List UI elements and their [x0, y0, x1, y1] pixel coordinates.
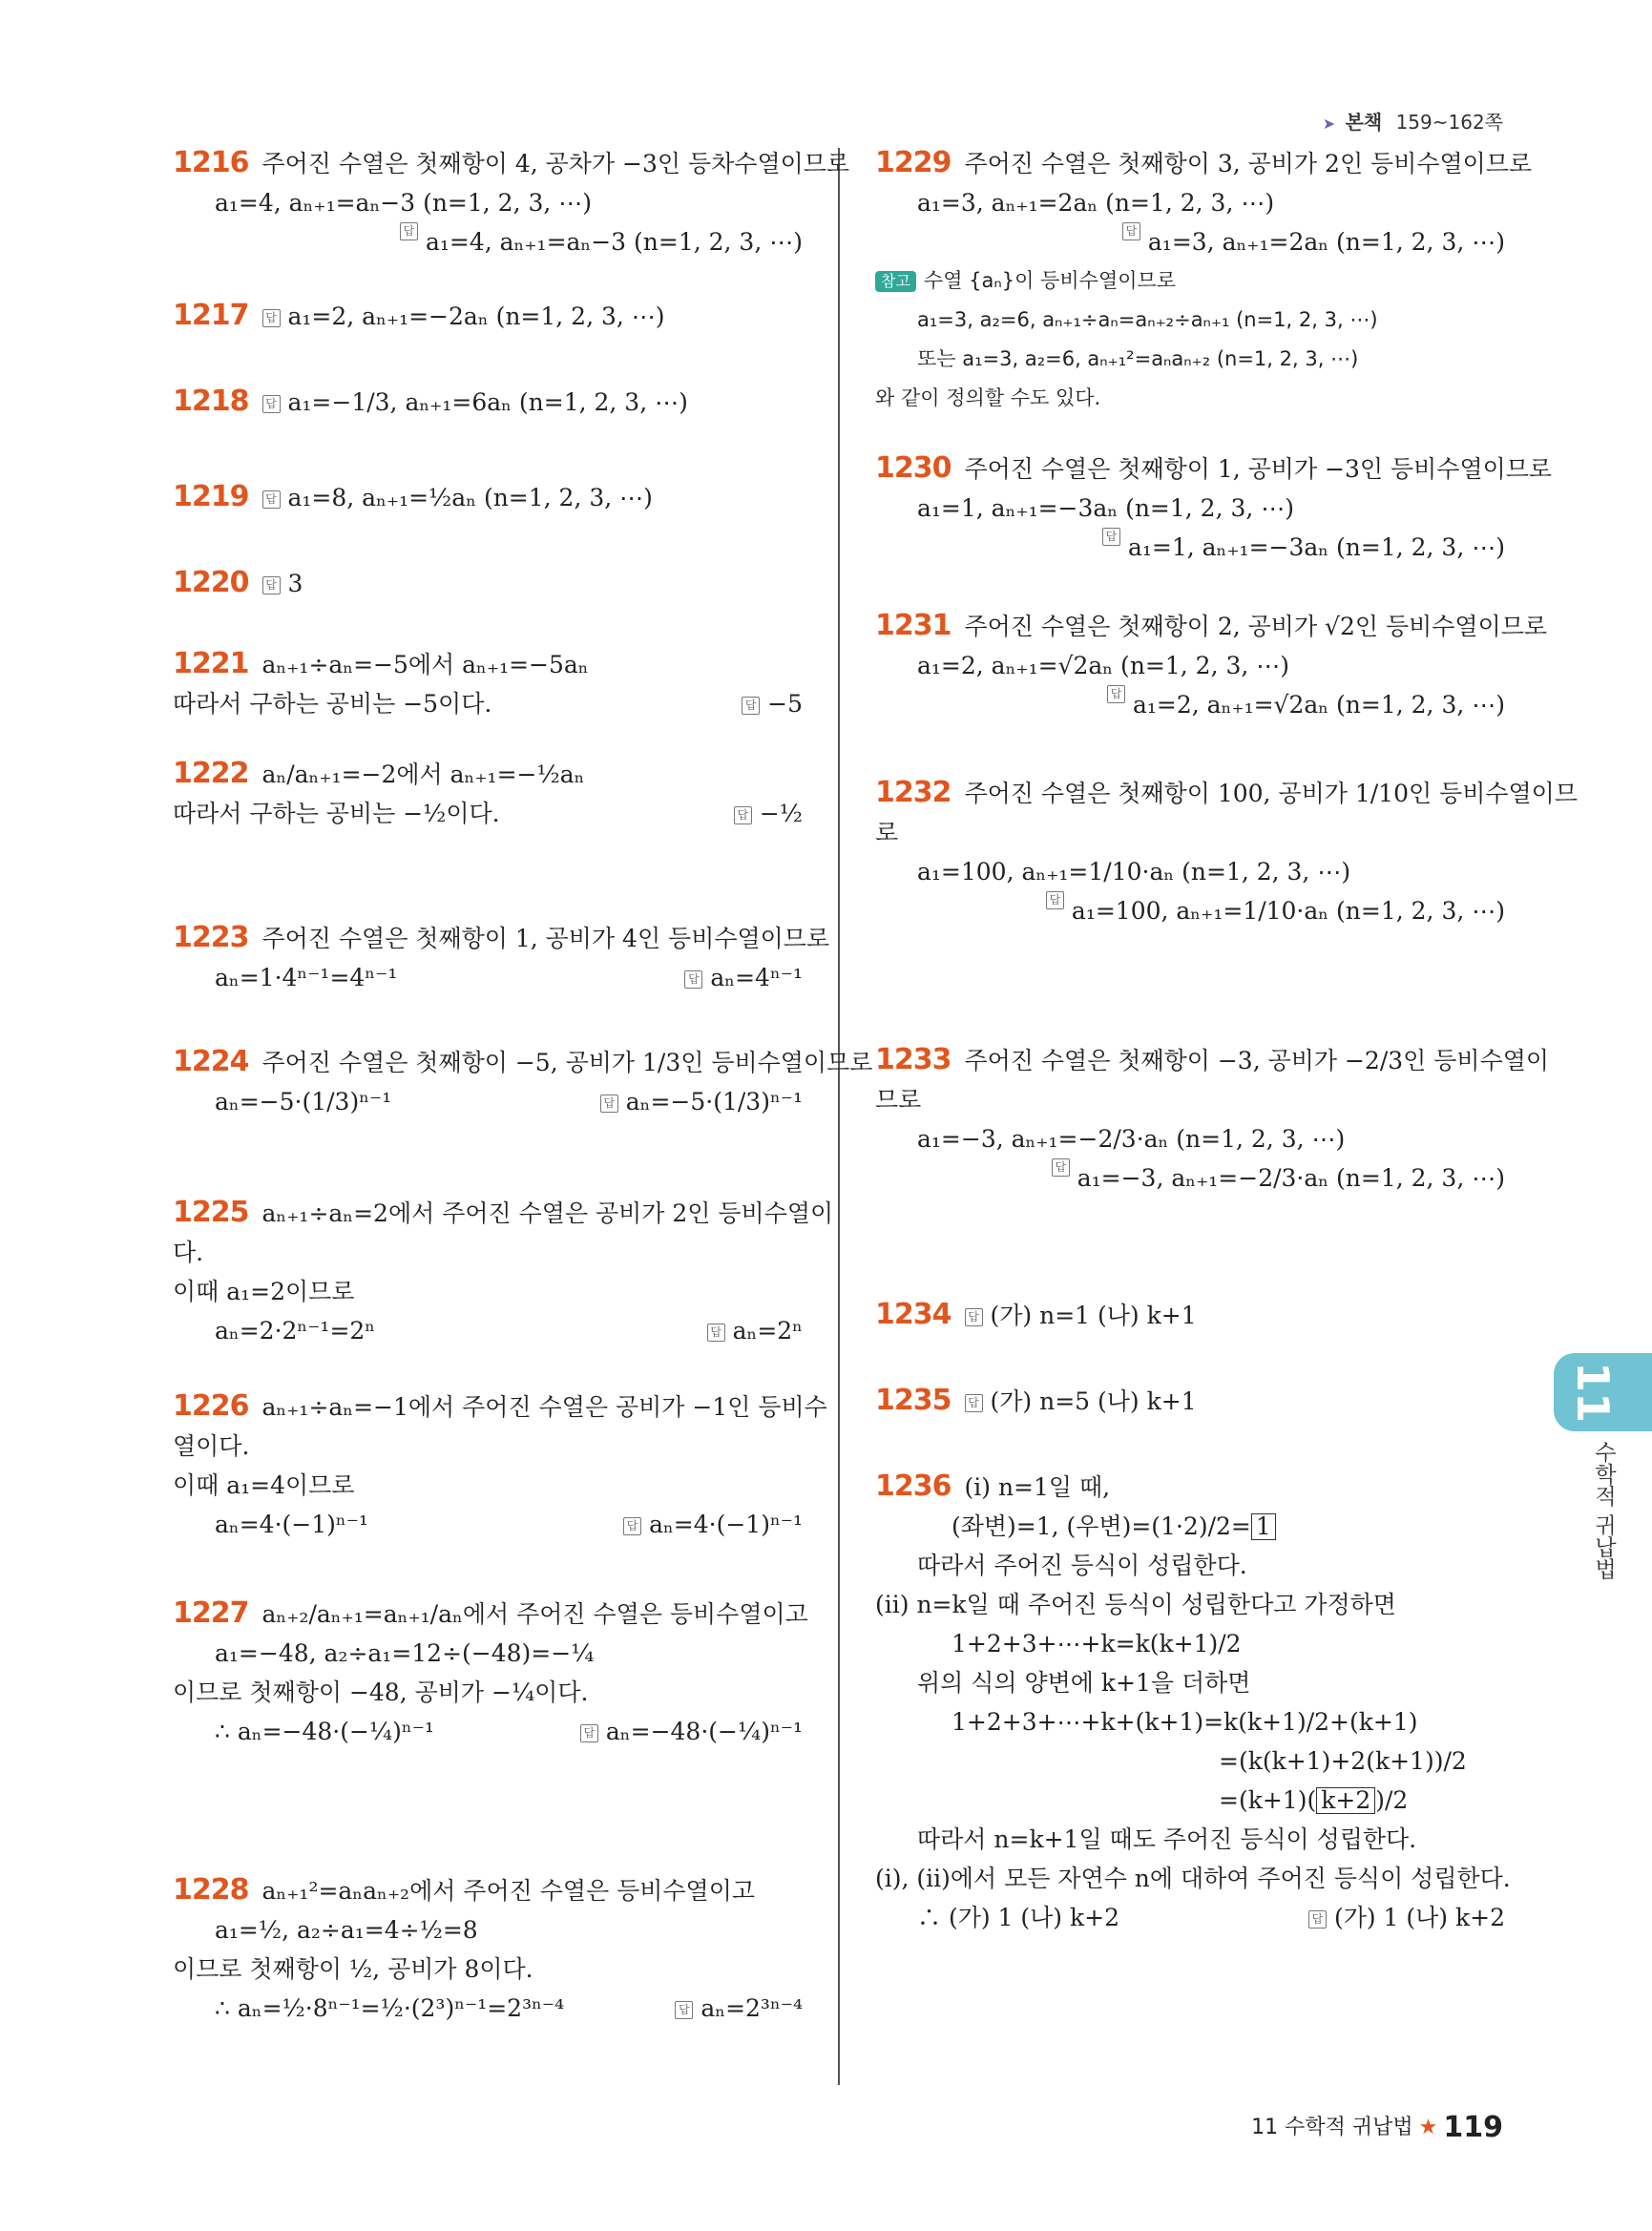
problem-1226: [173, 1387, 827, 1544]
problem-number: 1224: [173, 1045, 249, 1078]
answer-text: aₙ=−5·(1/3)ⁿ⁻¹: [625, 1088, 803, 1116]
problem-number: 1216: [173, 146, 249, 179]
problem-number: 1229: [875, 146, 951, 179]
solution-line: [173, 1082, 803, 1121]
solution-line: [875, 646, 1505, 685]
solution-text: aₙ₊₁÷aₙ=−1에서 주어진 수열은 공비가 −1인 등비수: [261, 1393, 827, 1421]
answer-line: [875, 528, 1505, 567]
solution-line: [173, 958, 803, 997]
answer-line: [875, 1158, 1505, 1198]
problem-number: 1235: [875, 1384, 951, 1417]
problem-number: 1226: [173, 1389, 249, 1423]
answer-text: a₁=100, aₙ₊₁=1/10·aₙ (n=1, 2, 3, ⋯): [1071, 897, 1505, 925]
solution-line: [173, 382, 803, 422]
solution-line: [173, 1272, 803, 1311]
solution-text: ∴ aₙ=−48·(−¼)ⁿ⁻¹: [215, 1718, 434, 1745]
answer-text: aₙ=4·(−1)ⁿ⁻¹: [649, 1511, 803, 1538]
solution-text: 위의 식의 양변에 k+1을 더하면: [917, 1669, 1251, 1697]
solution-line: [173, 1910, 803, 1950]
solution-line: [173, 1673, 803, 1712]
problem-number: 1232: [875, 776, 951, 809]
solution-line: [173, 1233, 803, 1272]
solution-line: [875, 448, 1553, 489]
solution-line: [875, 1624, 1505, 1663]
answer-group: [623, 1505, 803, 1544]
problem-number: 1225: [173, 1196, 249, 1229]
solution-text: aₙ=4·(−1)ⁿ⁻¹: [215, 1511, 368, 1538]
problem-1228: [173, 1870, 803, 2028]
solution-text: 주어진 수열은 첫째항이 1, 공비가 4인 등비수열이므로: [261, 925, 830, 952]
solution-text: 므로: [875, 1086, 922, 1114]
solution-text: 1+2+3+⋯+k=k(k+1)/2: [951, 1630, 1242, 1658]
solution-line: [173, 1387, 827, 1427]
solution-text: 따라서 구하는 공비는 −½이다.: [173, 800, 500, 827]
answer-text: a₁=4, aₙ₊₁=aₙ−3 (n=1, 2, 3, ⋯): [425, 228, 803, 256]
solution-text: aₙ=1·4ⁿ⁻¹=4ⁿ⁻¹: [215, 964, 398, 991]
answer-icon: 답: [262, 576, 281, 594]
solution-text: 주어진 수열은 첫째항이 3, 공비가 2인 등비수열이므로: [964, 150, 1533, 177]
answer-group: [1308, 1898, 1505, 1937]
solution-line: [875, 1467, 1505, 1507]
answer-text: aₙ=−48·(−¼)ⁿ⁻¹: [605, 1718, 803, 1745]
problem-number: 1219: [173, 480, 249, 513]
solution-text: 와 같이 정의할 수도 있다.: [875, 386, 1101, 409]
page-footer: [1251, 2111, 1503, 2144]
solution-line: [173, 296, 803, 336]
problem-1227: [173, 1594, 808, 1751]
answer-text: (가) 1 (나) k+2: [1333, 1904, 1505, 1931]
solution-text: 주어진 수열은 첫째항이 −5, 공비가 1/3인 등비수열이므로: [261, 1049, 873, 1076]
solution-line: [875, 1295, 1505, 1335]
solution-line: [173, 1505, 803, 1544]
solution-text: a₁=3, aₙ₊₁=2aₙ (n=1, 2, 3, ⋯): [917, 189, 1275, 217]
solution-line: [173, 1042, 873, 1082]
answer-icon: 답: [742, 697, 760, 715]
star-icon: ★: [1418, 2116, 1438, 2139]
answer-icon: 답: [623, 1517, 641, 1535]
problem-number: 1223: [173, 921, 249, 954]
problem-1221: [173, 644, 803, 723]
solution-text: (좌변)=1, (우변)=(1·2)/2= 1: [951, 1512, 1276, 1540]
solution-line: [875, 813, 1505, 852]
tip-text: 수열 {aₙ}이 등비수열이므로: [923, 269, 1177, 292]
solution-line: [875, 606, 1548, 646]
solution-line: [875, 1781, 1505, 1820]
solution-text: 주어진 수열은 첫째항이 4, 공차가 −3인 등차수열이므로: [261, 150, 850, 177]
answer-group: [684, 958, 803, 997]
problem-number: 1217: [173, 299, 249, 332]
solution-line: [173, 1950, 803, 1989]
answer-text: aₙ=2ⁿ: [732, 1317, 803, 1345]
solution-line: [875, 1702, 1505, 1741]
answer-text: aₙ=2³ⁿ⁻⁴: [701, 1994, 803, 2022]
solution-line: [173, 1466, 803, 1505]
solution-text: aₙ₊₁÷aₙ=2에서 주어진 수열은 공비가 2인 등비수열이: [261, 1199, 834, 1227]
solution-line: [875, 1820, 1505, 1859]
solution-line: [173, 1870, 803, 1910]
problem-1220: [173, 563, 803, 603]
answer-icon: 답: [262, 309, 281, 327]
solution-text: a₁=1, aₙ₊₁=−3aₙ (n=1, 2, 3, ⋯): [917, 494, 1295, 522]
problem-1234: [875, 1295, 1505, 1335]
problem-number: 1236: [875, 1470, 951, 1503]
solution-text: (가) n=1 (나) k+1: [990, 1302, 1197, 1329]
problem-1225: [173, 1193, 834, 1350]
problem-number: 1227: [173, 1596, 249, 1630]
solution-text: a₁=−1/3, aₙ₊₁=6aₙ (n=1, 2, 3, ⋯): [287, 388, 688, 416]
solution-line: [173, 1634, 803, 1673]
solution-line: [875, 1898, 1505, 1937]
problem-1216: [173, 143, 850, 261]
answer-icon: 답: [1102, 528, 1120, 546]
solution-text: a₁=½, a₂÷a₁=4÷½=8: [215, 1916, 478, 1944]
solution-text: 주어진 수열은 첫째항이 1, 공비가 −3인 등비수열이므로: [964, 455, 1553, 483]
answer-line: [173, 222, 803, 261]
answer-text: a₁=1, aₙ₊₁=−3aₙ (n=1, 2, 3, ⋯): [1127, 533, 1505, 561]
solution-line: [173, 1193, 834, 1233]
solution-line: [875, 1546, 1505, 1585]
problem-1231: [875, 606, 1548, 724]
solution-text: 따라서 주어진 등식이 성립한다.: [917, 1552, 1247, 1579]
solution-text: 따라서 구하는 공비는 −5이다.: [173, 690, 492, 718]
solution-text: (i), (ii)에서 모든 자연수 n에 대하여 주어진 등식이 성립한다.: [875, 1865, 1511, 1892]
problem-1235: [875, 1381, 1505, 1421]
solution-text: a₁=100, aₙ₊₁=1/10·aₙ (n=1, 2, 3, ⋯): [917, 858, 1351, 886]
solution-text: 이때 a₁=4이므로: [173, 1471, 355, 1499]
solution-text: a₁=−48, a₂÷a₁=12÷(−48)=−¼: [215, 1639, 595, 1667]
solution-line: [173, 644, 803, 684]
problem-number: 1228: [173, 1873, 249, 1907]
answer-icon: 답: [734, 806, 752, 824]
problem-number: 1234: [875, 1298, 951, 1331]
solution-line: [875, 1585, 1505, 1624]
solution-line: [173, 1594, 808, 1634]
solution-line: [173, 563, 803, 603]
solution-line: [875, 1663, 1505, 1702]
solution-text: 주어진 수열은 첫째항이 −3, 공비가 −2/3인 등비수열이: [964, 1047, 1550, 1074]
solution-line: [875, 301, 1505, 340]
answer-text: −5: [767, 690, 803, 718]
answer-group: [580, 1712, 803, 1751]
solution-line: [173, 1311, 803, 1350]
answer-line: [875, 685, 1505, 724]
problem-number: 1221: [173, 647, 249, 680]
chapter-tab-label: 수학적 귀납법: [1591, 1441, 1616, 1580]
solution-text: 1+2+3+⋯+k+(k+1)=k(k+1)/2+(k+1): [951, 1708, 1418, 1736]
solution-line: [173, 1989, 803, 2028]
tip-line: [875, 261, 1505, 301]
solution-text: aₙ=−5·(1/3)ⁿ⁻¹: [215, 1088, 392, 1116]
solution-text: =(k+1)( k+2 )/2: [1219, 1786, 1409, 1814]
answer-text: −½: [759, 800, 803, 827]
solution-text: a₁=4, aₙ₊₁=aₙ−3 (n=1, 2, 3, ⋯): [215, 189, 593, 217]
problem-1217: [173, 296, 803, 336]
solution-text: aₙ/aₙ₊₁=−2에서 aₙ₊₁=−½aₙ: [261, 761, 585, 788]
answer-text: a₁=2, aₙ₊₁=√2aₙ (n=1, 2, 3, ⋯): [1132, 691, 1505, 719]
problem-1233: [875, 1040, 1550, 1198]
solution-line: [173, 183, 803, 222]
solution-line: [875, 143, 1533, 183]
chapter-tab-number: 11: [1567, 1361, 1619, 1423]
answer-text: aₙ=4ⁿ⁻¹: [710, 964, 803, 991]
problem-1218: [173, 382, 803, 422]
column-divider: [838, 148, 840, 2085]
solution-line: [875, 1381, 1505, 1421]
solution-line: [173, 918, 830, 958]
solution-line: [875, 183, 1505, 222]
solution-text: ∴ aₙ=½·8ⁿ⁻¹=½·(2³)ⁿ⁻¹=2³ⁿ⁻⁴: [215, 1994, 565, 2022]
solution-line: [173, 1427, 803, 1466]
page-reference: [1323, 107, 1503, 135]
ref-label: 본책: [1345, 111, 1383, 134]
solution-line: [875, 1119, 1505, 1158]
solution-text: 주어진 수열은 첫째항이 2, 공비가 √2인 등비수열이므로: [964, 613, 1548, 640]
problem-1224: [173, 1042, 873, 1121]
tip-badge: 참고: [875, 271, 916, 292]
blank-box: 1: [1251, 1513, 1276, 1540]
problem-1236: [875, 1467, 1511, 1937]
solution-text: 이므로 첫째항이 ½, 공비가 8이다.: [173, 1955, 533, 1983]
problem-1222: [173, 754, 803, 833]
problem-1219: [173, 477, 803, 517]
solution-line: [173, 477, 803, 517]
problem-number: 1231: [875, 609, 951, 642]
answer-icon: 답: [684, 970, 702, 989]
answer-icon: 답: [675, 2001, 693, 2019]
solution-text: =(k(k+1)+2(k+1))/2: [1219, 1747, 1467, 1775]
solution-text: 3: [287, 570, 303, 597]
problem-number: 1233: [875, 1043, 951, 1076]
solution-line: [875, 852, 1505, 891]
solution-text: a₁=2, aₙ₊₁=√2aₙ (n=1, 2, 3, ⋯): [917, 652, 1290, 679]
solution-text: a₁=−3, aₙ₊₁=−2/3·aₙ (n=1, 2, 3, ⋯): [917, 1125, 1346, 1153]
problem-number: 1220: [173, 566, 249, 599]
solution-line: [875, 1040, 1550, 1080]
page-number: 119: [1443, 2111, 1503, 2144]
solution-line: [875, 773, 1578, 813]
answer-group: [600, 1082, 803, 1121]
answer-icon: 답: [965, 1394, 983, 1412]
solution-text: a₁=3, a₂=6, aₙ₊₁÷aₙ=aₙ₊₂÷aₙ₊₁ (n=1, 2, 3, ⋯): [917, 308, 1378, 331]
answer-line: [875, 891, 1505, 930]
solution-text: aₙ₊₁÷aₙ=−5에서 aₙ₊₁=−5aₙ: [261, 651, 589, 678]
answer-icon: 답: [1052, 1158, 1070, 1177]
solution-line: [173, 1712, 803, 1751]
solution-text: (가) n=5 (나) k+1: [990, 1387, 1197, 1415]
problem-1230: [875, 448, 1553, 567]
answer-icon: 답: [965, 1308, 983, 1326]
answer-line: [875, 222, 1505, 261]
answer-icon: 답: [600, 1095, 618, 1113]
answer-icon: 답: [400, 222, 418, 240]
solution-line: [875, 379, 1505, 418]
answer-icon: 답: [262, 395, 281, 413]
problem-number: 1218: [173, 385, 249, 418]
solution-text: ∴ (가) 1 (나) k+2: [917, 1904, 1120, 1931]
answer-group: [707, 1311, 803, 1350]
solution-text: 주어진 수열은 첫째항이 100, 공비가 1/10인 등비수열이므: [964, 780, 1578, 807]
problem-1229: [875, 143, 1533, 418]
answer-text: a₁=3, aₙ₊₁=2aₙ (n=1, 2, 3, ⋯): [1147, 228, 1505, 256]
problem-1223: [173, 918, 830, 997]
solution-text: 다.: [173, 1239, 204, 1266]
problem-1232: [875, 773, 1578, 930]
answer-icon: 답: [262, 490, 281, 509]
solution-line: [173, 754, 803, 794]
solution-line: [173, 143, 850, 183]
solution-line: [875, 340, 1505, 379]
answer-icon: 답: [580, 1724, 598, 1742]
answer-icon: 답: [1308, 1910, 1327, 1929]
answer-icon: 답: [1107, 685, 1125, 703]
answer-icon: 답: [1122, 222, 1140, 240]
solution-text: 따라서 n=k+1일 때도 주어진 등식이 성립한다.: [917, 1825, 1417, 1853]
arrow-icon: ➤: [1322, 115, 1336, 133]
solution-text: (ii) n=k일 때 주어진 등식이 성립한다고 가정하면: [875, 1591, 1396, 1618]
problem-number: 1222: [173, 757, 249, 790]
solution-text: (i) n=1일 때,: [964, 1473, 1111, 1501]
blank-box: k+2: [1316, 1787, 1375, 1814]
solution-text: 이므로 첫째항이 −48, 공비가 −¼이다.: [173, 1678, 589, 1706]
solution-text: 로: [875, 819, 899, 846]
solution-line: [875, 1507, 1505, 1546]
solution-line: [875, 1859, 1511, 1898]
solution-text: aₙ₊₂/aₙ₊₁=aₙ₊₁/aₙ에서 주어진 수열은 등비수열이고: [261, 1600, 808, 1628]
solution-text: 또는 a₁=3, a₂=6, aₙ₊₁²=aₙaₙ₊₂ (n=1, 2, 3, ⋯): [917, 347, 1359, 370]
solution-line: [875, 1741, 1505, 1781]
answer-group: [675, 1989, 803, 2028]
problem-number: 1230: [875, 451, 951, 485]
footer-chapter: 11 수학적 귀납법: [1251, 2116, 1413, 2139]
solution-text: aₙ=2·2ⁿ⁻¹=2ⁿ: [215, 1317, 376, 1345]
chapter-tab: [1554, 1353, 1652, 1431]
solution-line: [875, 489, 1505, 528]
solution-line: [173, 684, 803, 723]
ref-pages: 159~162쪽: [1395, 111, 1503, 134]
answer-icon: 답: [1046, 891, 1064, 909]
answer-group: [734, 794, 803, 833]
answer-group: [742, 684, 803, 723]
answer-icon: 답: [707, 1324, 725, 1342]
solution-text: a₁=8, aₙ₊₁=½aₙ (n=1, 2, 3, ⋯): [287, 484, 653, 511]
solution-text: 열이다.: [173, 1432, 250, 1460]
solution-text: 이때 a₁=2이므로: [173, 1278, 355, 1305]
answer-text: a₁=−3, aₙ₊₁=−2/3·aₙ (n=1, 2, 3, ⋯): [1077, 1164, 1505, 1192]
solution-text: a₁=2, aₙ₊₁=−2aₙ (n=1, 2, 3, ⋯): [287, 302, 665, 330]
solution-line: [173, 794, 803, 833]
solution-line: [875, 1080, 1505, 1119]
solution-text: aₙ₊₁²=aₙaₙ₊₂에서 주어진 수열은 등비수열이고: [261, 1877, 756, 1905]
